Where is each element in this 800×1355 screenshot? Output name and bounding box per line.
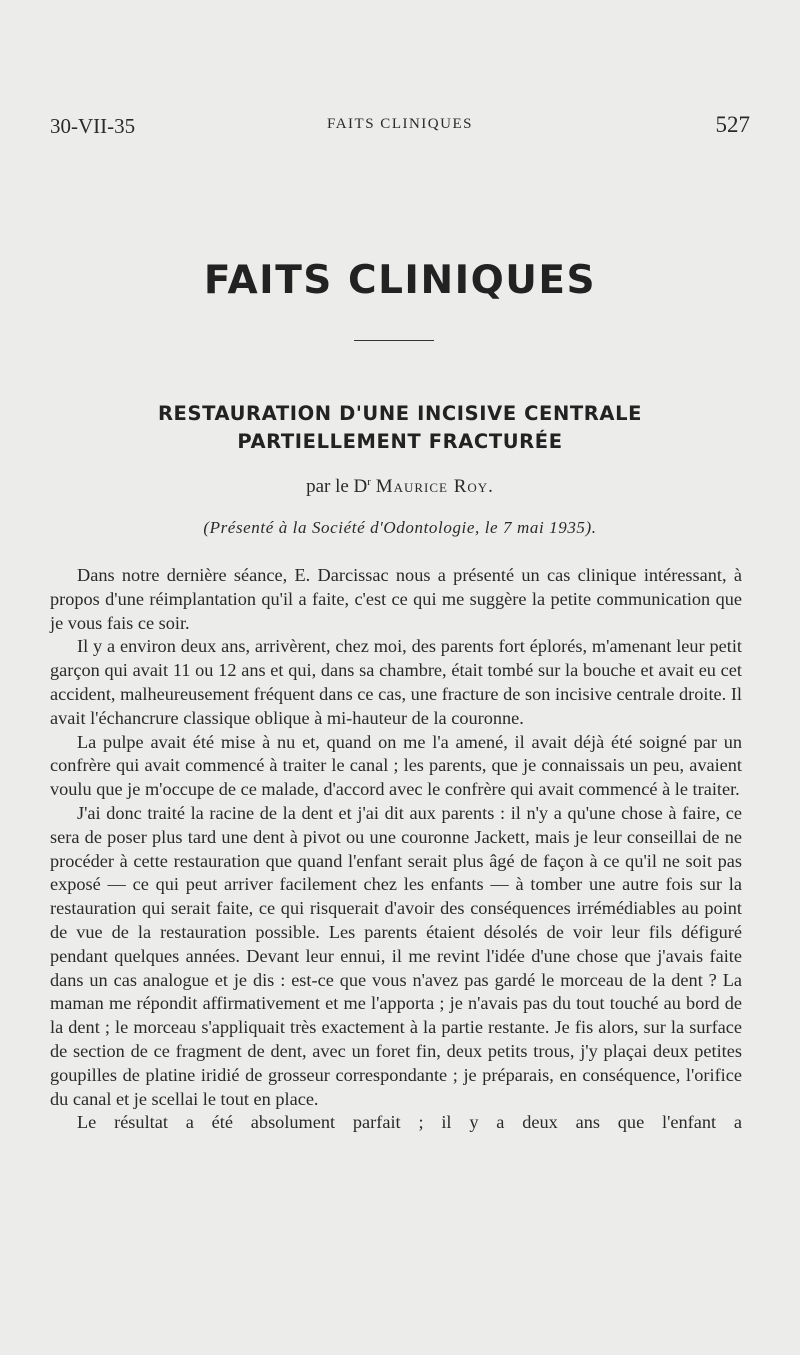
paragraph: La pulpe avait été mise à nu et, quand on me l'a amené, il avait déjà été soigné par un confrère qui avait commencé à traiter le canal ; les parents, que je connaissais un peu, avaient voulu que je m'occupe de ce malade, d'accord avec le confrère qui avait commencé à le traiter. <box>50 731 742 800</box>
author-name: Maurice Roy. <box>375 476 494 497</box>
presentation-note: (Présenté à la Société d'Odontologie, le 7 mai 1935). <box>203 518 597 537</box>
section-heading: FAITS CLINIQUES <box>203 258 597 303</box>
page-number: 527 <box>715 112 750 137</box>
article-body <box>50 564 742 1135</box>
paragraph: J'ai donc traité la racine de la dent et j'ai dit aux parents : il n'y a qu'une chose à faire, ce sera de poser plus tard une dent à pivot ou une couronne Jackett, mais je leur conseillai de ne procéder à cette restauration que quand l'enfant serait plus âgé de façon à ce qu'il ne soit pas exposé — ce qui peut arriver facilement chez les enfants — à tomber une autre fois sur la restauration qui serait faite, ce qui risquerait d'avoir des conséquences irrémédiables au point de vue de la restauration possible. Les parents étaient désolés de voir leur fils défiguré pendant quelques années. Devant leur ennui, il me revint l'idée d'une chose que j'avais faite dans un cas analogue et je dis : est-ce que vous n'avez pas gardé le morceau de la dent ? La maman me répondit affirmativement et me l'apporta ; je n'avais pas du tout touché au bord de la dent ; le morceau s'appliquait très exactement à la partie restante. Je fis alors, sur la surface de section de ce fragment de dent, avec un foret fin, deux petits trous, j'y plaçai deux petites goupilles de platine iridié de grosseur correspondante ; je préparais, en conséquence, l'orifice du canal et je scellai le tout en place. <box>50 802 742 1109</box>
issue-date: 30-VII-35 <box>50 114 136 138</box>
byline-superscript: r <box>367 476 371 488</box>
article-title <box>0 400 800 456</box>
byline <box>0 476 800 498</box>
byline-prefix: par le D <box>306 476 368 497</box>
paragraph: Il y a environ deux ans, arrivèrent, chez moi, des parents fort éplorés, m'amenant leur petit garçon qui avait 11 ou 12 ans et qui, dans sa chambre, était tombé sur la bouche et avait eu cet accident, malheureusement fréquent dans ce cas, une fracture de son incisive centrale droite. Il avait l'échancrure classique oblique à mi-hauteur de la couronne. <box>50 636 742 728</box>
paragraph: Le résultat a été absolument parfait ; il y a deux ans que l'enfant a <box>77 1112 742 1133</box>
article-title-line-1: RESTAURATION D'UNE INCISIVE CENTRALE <box>157 402 643 425</box>
paragraph: Dans notre dernière séance, E. Darcissac nous a présenté un cas clinique intéressant, à propos d'une réimplantation qu'il a faite, c'est ce qui me suggère la petite communication que je vous fais ce soir. <box>50 565 742 633</box>
article-title-line-2: PARTIELLEMENT FRACTURÉE <box>237 430 563 453</box>
running-head <box>50 112 750 142</box>
running-section-title: FAITS CLINIQUES <box>327 116 473 132</box>
section-divider <box>354 340 434 341</box>
